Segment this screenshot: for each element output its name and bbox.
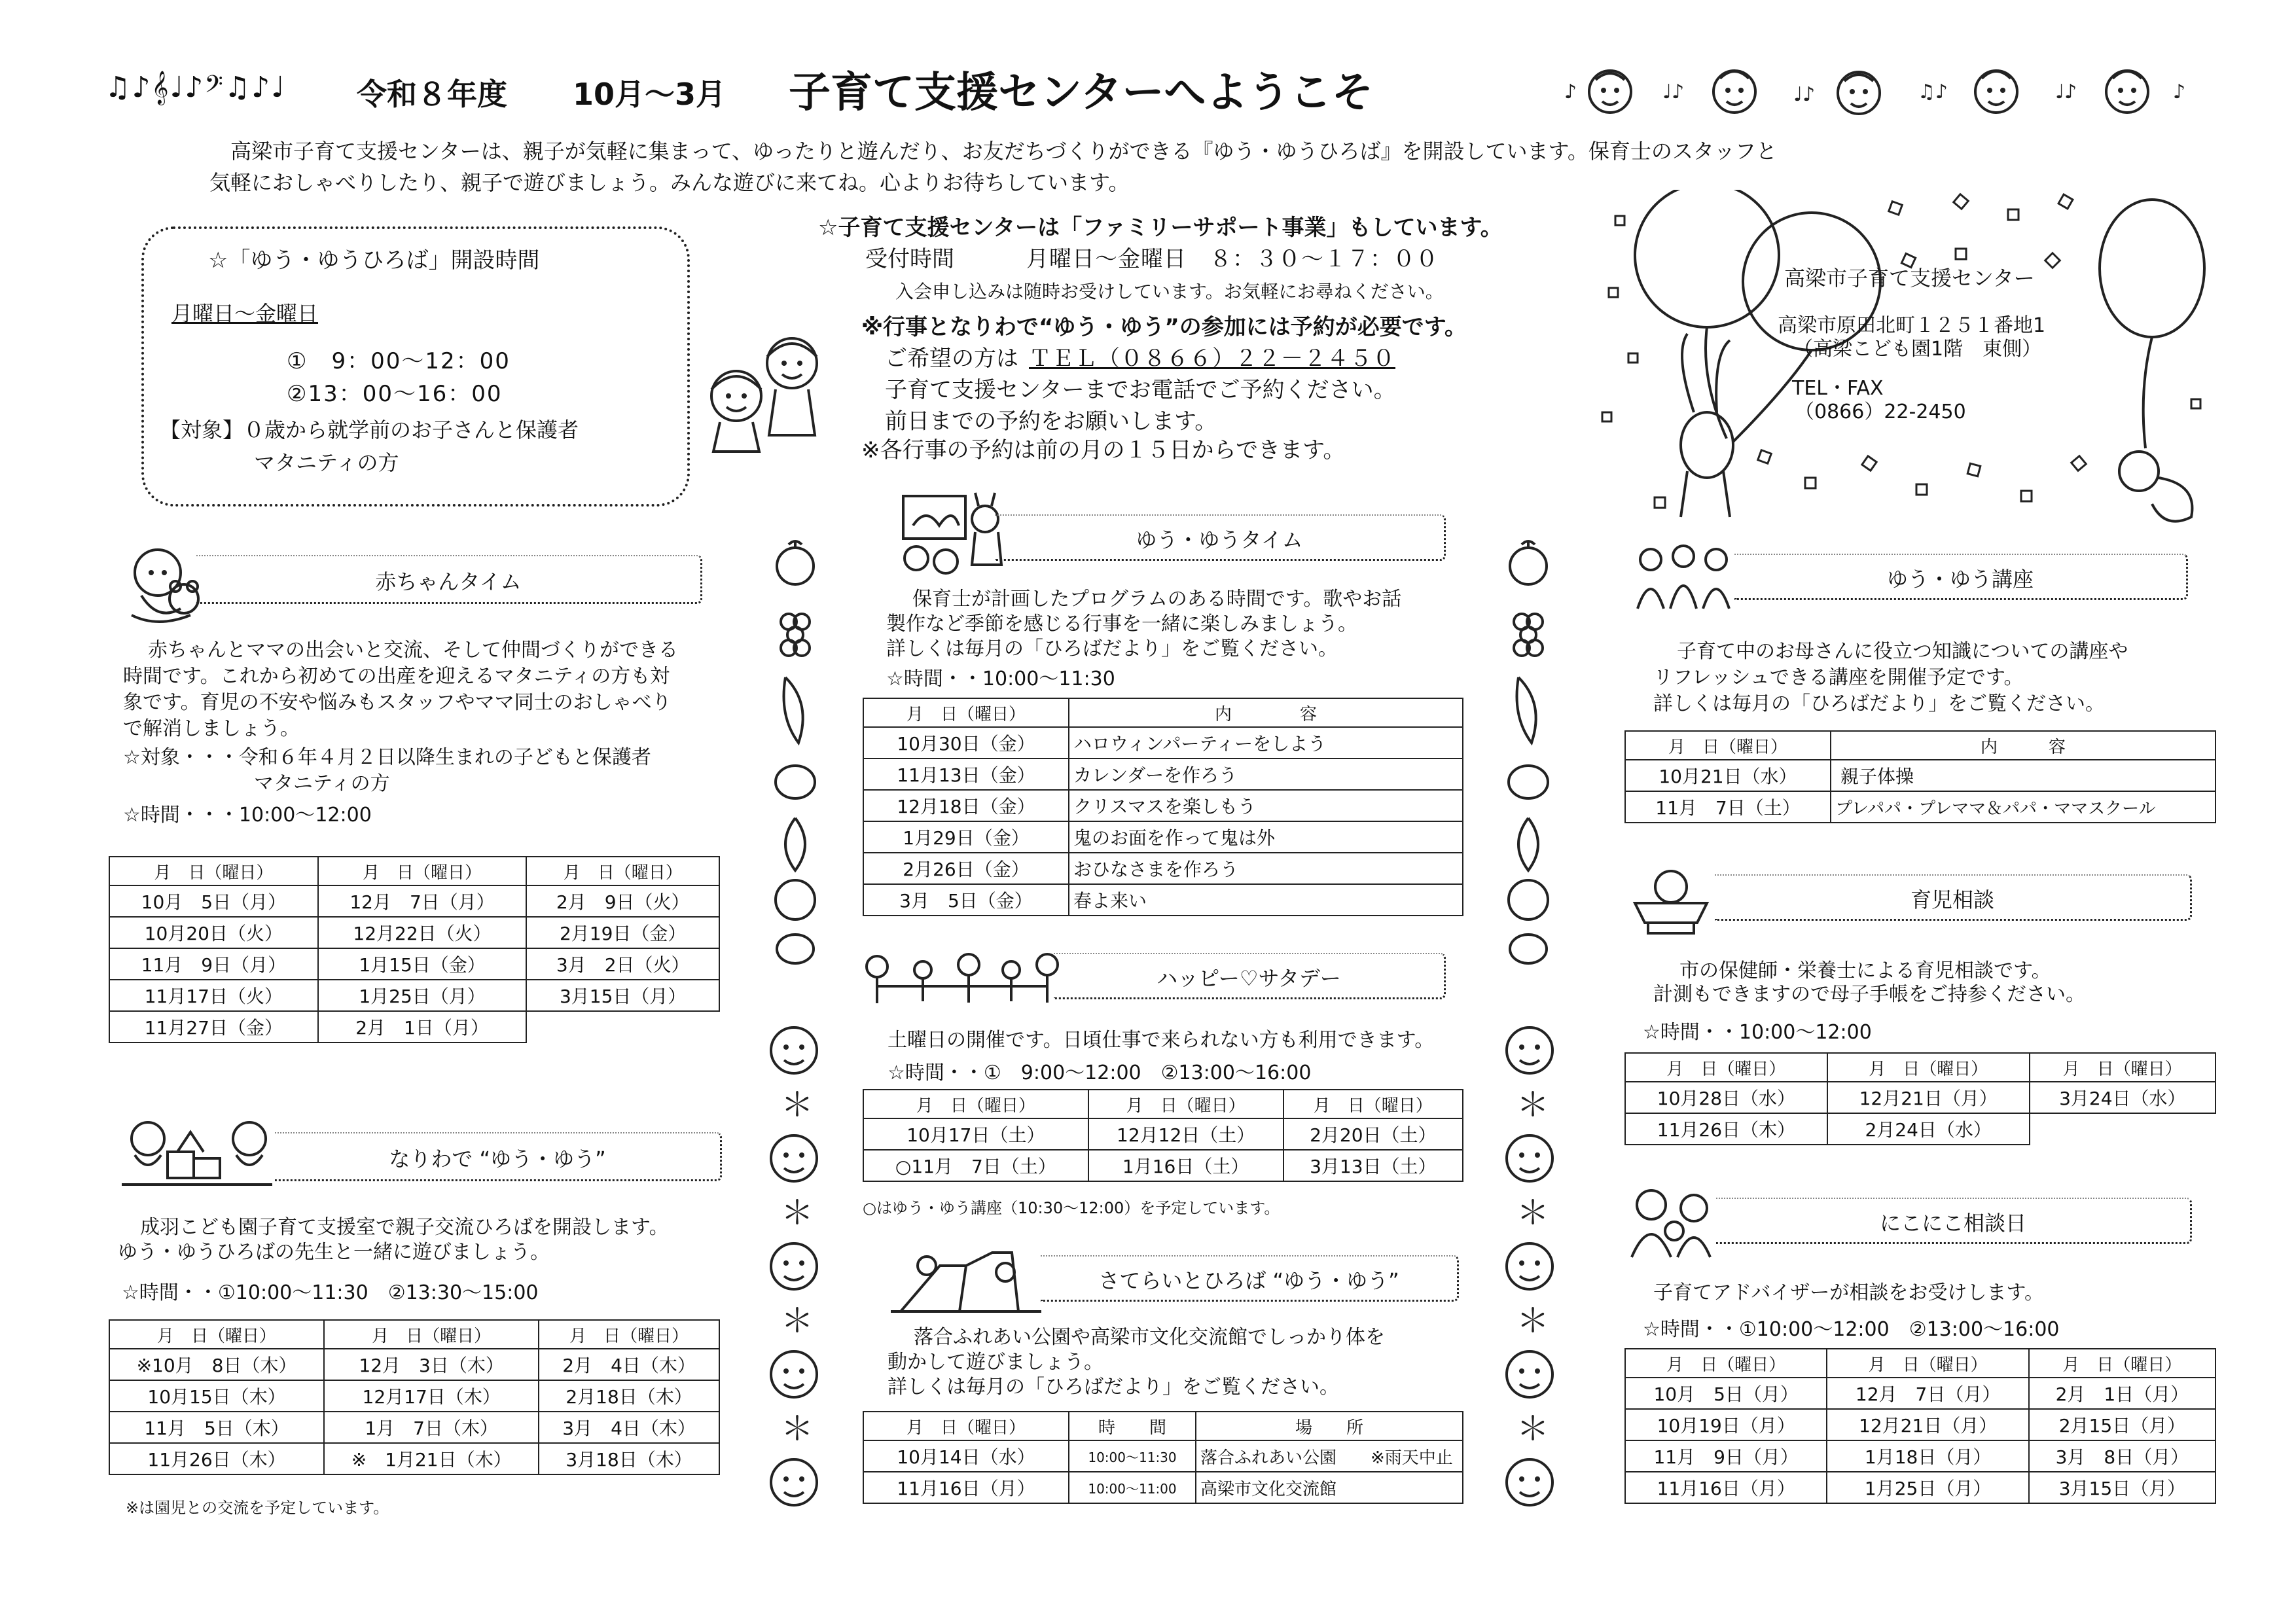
satellite-title: さてらいとひろば “ゆう・ゆう” xyxy=(1098,1268,1399,1293)
reception-value: 月曜日～金曜日 ８：３０～１７：００ xyxy=(1026,246,1439,272)
date-cell: 2月24日（水） xyxy=(1827,1113,2030,1145)
table-row xyxy=(1625,1409,2215,1440)
date-cell: 11月13日（金） xyxy=(863,758,1069,790)
table-row xyxy=(1625,760,2215,791)
open-hours-title: ☆「ゆう・ゆうひろば」開設時間 xyxy=(208,247,540,274)
place-cell: 高梁市文化交流館 xyxy=(1196,1472,1463,1503)
table-header: 内 容 xyxy=(1831,731,2215,760)
family-support-note: 入会申し込みは随時お受けしています。お気軽にお尋ねください。 xyxy=(895,281,1444,302)
date-cell: 3月13日（土） xyxy=(1283,1150,1463,1181)
table-row xyxy=(109,980,719,1011)
table-header: 月 日（曜日） xyxy=(1283,1090,1463,1118)
table-header: 時 間 xyxy=(1069,1412,1196,1440)
content-cell: 鬼のお面を作って鬼は外 xyxy=(1069,821,1463,853)
svg-text:＊: ＊ xyxy=(781,1194,814,1232)
svg-text:＊: ＊ xyxy=(1516,1086,1549,1124)
table-header: 月 日（曜日） xyxy=(324,1320,539,1349)
table-header: 月 日（曜日） xyxy=(1088,1090,1283,1118)
happy-time: ☆時間・・① 9:00～12:00 ②13:00～16:00 xyxy=(888,1061,1312,1084)
baby-time-table xyxy=(109,856,720,1043)
nariwa-table xyxy=(109,1319,720,1475)
table-header: 月 日（曜日） xyxy=(1625,1349,1827,1378)
center-name: 高梁市子育て支援センター xyxy=(1784,266,2035,291)
advisor-consultation-icon xyxy=(1622,1182,1720,1260)
date-cell: 12月 7日（月） xyxy=(1827,1378,2028,1409)
baby-time-hours: ☆時間・・・10:00～12:00 xyxy=(123,804,372,827)
svg-text:♩♪: ♩♪ xyxy=(1662,80,1685,103)
date-cell: 2月15日（月） xyxy=(2029,1409,2215,1440)
open-target-2: マタニティの方 xyxy=(254,450,399,475)
niko-header xyxy=(1716,1198,2192,1244)
date-cell xyxy=(2030,1113,2215,1145)
svg-text:♪: ♪ xyxy=(2173,80,2186,103)
table-header: 月 日（曜日） xyxy=(1625,731,1831,760)
reserve-line-2: 子育て支援センターまでお電話でご予約ください。 xyxy=(885,377,1396,403)
yuyu-time-title: ゆう・ゆうタイム xyxy=(1136,527,1303,552)
table-row xyxy=(109,885,719,917)
svg-text:＊: ＊ xyxy=(1516,1302,1549,1340)
baby-time-header xyxy=(196,555,702,604)
content-cell: プレパパ・プレママ＆パパ・ママスクール xyxy=(1831,791,2215,823)
date-cell: 1月 7日（木） xyxy=(324,1412,539,1443)
date-cell: 11月 5日（木） xyxy=(109,1412,324,1443)
date-cell: 10月30日（金） xyxy=(863,727,1069,758)
nariwa-desc-1: 成羽こども園子育て支援室で親子交流ひろばを開設します。 xyxy=(140,1216,669,1239)
intro-line-2: 気軽におしゃべりしたり、親子で遊びましょう。みんな遊びに来てね。心よりお待ちしています。 xyxy=(209,170,1130,195)
happy-desc: 土曜日の開催です。日頃仕事で来られない方も利用できます。 xyxy=(888,1029,1435,1052)
date-cell: 3月 5日（金） xyxy=(863,884,1069,916)
face-column-right-icon xyxy=(1494,1021,1566,1558)
teacher-board-icon xyxy=(890,490,1008,575)
svg-text:＊: ＊ xyxy=(781,1086,814,1124)
ikuji-desc-1: 市の保健師・栄養士による育児相談です。 xyxy=(1679,959,2051,982)
date-cell: 3月 4日（木） xyxy=(539,1412,719,1443)
time-cell: 10:00～11:00 xyxy=(1069,1472,1196,1503)
nariwa-title: なりわで “ゆう・ゆう” xyxy=(389,1147,606,1171)
date-cell: 2月 1日（月） xyxy=(2029,1378,2215,1409)
baby-desc-2: 時間です。これから初めての出産を迎えるマタニティの方も対 xyxy=(123,665,670,688)
table-header: 月 日（曜日） xyxy=(863,1090,1088,1118)
table-row xyxy=(109,1349,719,1380)
open-days: 月曜日～金曜日 xyxy=(171,301,319,326)
date-cell: 12月17日（木） xyxy=(324,1380,539,1412)
table-header: 月 日（曜日） xyxy=(539,1320,719,1349)
table-row xyxy=(109,1412,719,1443)
table-header: 月 日（曜日） xyxy=(863,1412,1069,1440)
date-cell: 1月16日（土） xyxy=(1088,1150,1283,1181)
table-row xyxy=(1625,1082,2215,1113)
date-cell: 2月18日（木） xyxy=(539,1380,719,1412)
date-cell: 2月26日（金） xyxy=(863,853,1069,884)
date-cell: 3月18日（木） xyxy=(539,1443,719,1474)
face-column-left-icon xyxy=(758,1021,830,1558)
family-holding-hands-icon xyxy=(857,950,1060,1016)
date-cell: 11月26日（木） xyxy=(1625,1113,1827,1145)
baby-target-2: マタニティの方 xyxy=(254,772,390,795)
date-cell: 1月29日（金） xyxy=(863,821,1069,853)
date-cell: 11月 7日（土） xyxy=(1625,791,1831,823)
ikuji-time: ☆時間・・10:00～12:00 xyxy=(1643,1021,1872,1044)
date-cell: 3月 2日（火） xyxy=(526,948,719,980)
date-cell: 10月 5日（月） xyxy=(1625,1378,1827,1409)
table-row xyxy=(863,790,1463,821)
family-support-title: ☆子育て支援センターは「ファミリーサポート事業」もしています。 xyxy=(818,215,1503,241)
ikuji-table xyxy=(1624,1052,2216,1145)
center-tel: （0866）22-2450 xyxy=(1795,401,1966,423)
table-row xyxy=(863,853,1463,884)
children-blocks-icon xyxy=(115,1113,279,1191)
table-row xyxy=(863,884,1463,916)
niko-title: にこにこ相談日 xyxy=(1879,1211,2026,1236)
date-cell: 2月19日（金） xyxy=(526,917,719,948)
reserve-tel[interactable]: ＴＥＬ（０８６６）２２－２４５０ xyxy=(1029,346,1395,372)
svg-text:♪: ♪ xyxy=(1564,80,1577,103)
table-row xyxy=(863,1440,1463,1472)
content-cell: クリスマスを楽しもう xyxy=(1069,790,1463,821)
ikuji-header xyxy=(1715,874,2192,921)
reception-label: 受付時間 xyxy=(865,246,954,272)
open-slot-1: ① 9：00～12：00 xyxy=(287,348,511,374)
niko-desc: 子育てアドバイザーが相談をお受けします。 xyxy=(1653,1281,2044,1304)
date-cell: 10月20日（火） xyxy=(109,917,318,948)
table-row xyxy=(1625,1113,2215,1145)
yuyu-desc-3: 詳しくは毎月の「ひろばだより」をご覧ください。 xyxy=(886,637,1338,660)
content-cell: 親子体操 xyxy=(1831,760,2215,791)
date-cell: 12月18日（金） xyxy=(863,790,1069,821)
table-row xyxy=(109,917,719,948)
center-tel-label: TEL・FAX xyxy=(1792,377,1884,400)
content-cell: おひなさまを作ろう xyxy=(1069,853,1463,884)
satellite-desc-3: 詳しくは毎月の「ひろばだより」をご覧ください。 xyxy=(888,1376,1339,1399)
nariwa-footnote: ※は園児との交流を予定しています。 xyxy=(126,1499,389,1517)
satellite-desc-1: 落合ふれあい公園や高梁市文化交流館でしっかり体を xyxy=(914,1326,1385,1349)
koza-desc-3: 詳しくは毎月の「ひろばだより」をご覧ください。 xyxy=(1653,692,2105,715)
reserve-line-4: ※各行事の予約は前の月の１５日からできます。 xyxy=(861,437,1346,463)
date-cell: 10月17日（土） xyxy=(863,1118,1088,1150)
date-cell: 11月 9日（月） xyxy=(109,948,318,980)
date-cell: 10月21日（水） xyxy=(1625,760,1831,791)
table-row xyxy=(1625,1472,2215,1503)
baby-desc-1: 赤ちゃんとママの出会いと交流、そして仲間づくりができる xyxy=(148,639,678,662)
baby-with-bear-icon xyxy=(122,543,207,628)
svg-text:＊: ＊ xyxy=(1516,1194,1549,1232)
table-row xyxy=(863,1118,1463,1150)
table-header: 内 容 xyxy=(1069,698,1463,727)
date-cell: 3月24日（水） xyxy=(2030,1082,2215,1113)
date-cell: 11月17日（火） xyxy=(109,980,318,1011)
yuyu-time-header xyxy=(995,514,1446,561)
table-row xyxy=(1625,1378,2215,1409)
satellite-header xyxy=(1041,1255,1459,1302)
date-cell: 3月15日（月） xyxy=(2029,1472,2215,1503)
date-cell: 1月18日（月） xyxy=(1827,1440,2028,1472)
yuyu-desc-2: 製作など季節を感じる行事を一緒に楽しみましょう。 xyxy=(886,613,1357,635)
period-label: 10月～3月 xyxy=(573,77,726,112)
open-slot-2: ②13：00～16：00 xyxy=(287,381,503,407)
table-row xyxy=(1625,1440,2215,1472)
baby-desc-3: 象です。育児の不安や悩みもスタッフやママ同士のおしゃべり xyxy=(123,691,672,714)
date-cell: 11月 9日（月） xyxy=(1625,1440,1827,1472)
satellite-desc-2: 動かして遊びましょう。 xyxy=(888,1351,1103,1374)
kids-faces-header-icon xyxy=(1551,52,2219,137)
reserve-line-3: 前日までの予約をお願いします。 xyxy=(885,408,1217,435)
yuyu-desc-1: 保育士が計画したプログラムのある時間です。歌やお話 xyxy=(912,588,1402,611)
mothers-lecture-icon xyxy=(1624,543,1736,615)
table-row xyxy=(109,1443,719,1474)
svg-text:＊: ＊ xyxy=(1516,1410,1549,1448)
table-header: 月 日（曜日） xyxy=(2029,1349,2215,1378)
svg-text:♩♪: ♩♪ xyxy=(2055,80,2077,103)
children-playing-icon xyxy=(694,327,838,458)
yuyu-time-hours: ☆時間・・10:00～11:30 xyxy=(886,668,1115,690)
svg-text:♫♪: ♫♪ xyxy=(1918,80,1948,103)
date-cell: ※ 1月21日（木） xyxy=(324,1443,539,1474)
date-cell: 10月15日（木） xyxy=(109,1380,324,1412)
koza-desc-1: 子育て中のお母さんに役立つ知識についての講座や xyxy=(1677,640,2128,663)
table-row xyxy=(863,758,1463,790)
koza-table xyxy=(1624,730,2216,823)
date-cell xyxy=(526,1011,719,1043)
table-row xyxy=(1625,791,2215,823)
table-header: 月 日（曜日） xyxy=(2030,1053,2215,1082)
niko-time: ☆時間・・①10:00～12:00 ②13:00～16:00 xyxy=(1643,1318,2060,1341)
table-header: 場 所 xyxy=(1196,1412,1463,1440)
date-cell: 10月14日（水） xyxy=(863,1440,1069,1472)
ikuji-desc-2: 計測もできますので母子手帳をご持参ください。 xyxy=(1653,983,2085,1006)
baby-time-title: 赤ちゃんタイム xyxy=(375,569,522,594)
satellite-table xyxy=(863,1411,1463,1504)
table-header: 月 日（曜日） xyxy=(1625,1053,1827,1082)
music-notes-decoration: ♫♪𝄞♩♪𝄢♫♪♩ xyxy=(105,71,286,104)
date-cell: 2月20日（土） xyxy=(1283,1118,1463,1150)
table-row xyxy=(109,1380,719,1412)
date-cell: 12月 3日（木） xyxy=(324,1349,539,1380)
fruit-column-right-icon xyxy=(1499,537,1558,969)
table-header: 月 日（曜日） xyxy=(863,698,1069,727)
date-cell: ○11月 7日（土） xyxy=(863,1150,1088,1181)
fruit-column-left-icon xyxy=(766,537,825,969)
happy-table xyxy=(863,1089,1463,1182)
happy-footnote: ○はゆう・ゆう講座（10:30～12:00）を予定しています。 xyxy=(863,1199,1280,1217)
baby-target-1: ☆対象・・・令和６年４月２日以降生まれの子どもと保護者 xyxy=(123,746,651,769)
intro-line-1: 高梁市子育て支援センターは、親子が気軽に集まって、ゆったりと遊んだり、お友だちづくりができる『ゆう・ゆうひろば』を開設しています。保育士のスタッフと xyxy=(230,139,1777,164)
content-cell: ハロウィンパーティーをしよう xyxy=(1069,727,1463,758)
date-cell: 12月12日（土） xyxy=(1088,1118,1283,1150)
center-address-2: （高梁こども園1階 東側） xyxy=(1793,338,2042,361)
nariwa-header xyxy=(275,1132,722,1181)
reserve-title: ※行事となりわで“ゆう・ゆう”の参加には予約が必要です。 xyxy=(861,314,1467,340)
content-cell: 春よ来い xyxy=(1069,884,1463,916)
playground-slide-icon xyxy=(888,1246,1045,1318)
koza-desc-2: リフレッシュできる講座を開催予定です。 xyxy=(1653,666,2024,689)
table-header: 月 日（曜日） xyxy=(318,857,527,885)
table-row xyxy=(863,727,1463,758)
date-cell: 2月 9日（火） xyxy=(526,885,719,917)
date-cell: 11月27日（金） xyxy=(109,1011,318,1043)
nariwa-desc-2: ゆう・ゆうひろばの先生と一緒に遊びましょう。 xyxy=(118,1241,550,1264)
open-target-1: 【対象】０歳から就学前のお子さんと保護者 xyxy=(160,418,579,442)
nariwa-time: ☆時間・・①10:00～11:30 ②13:30～15:00 xyxy=(122,1281,539,1304)
date-cell: 1月25日（月） xyxy=(1827,1472,2028,1503)
table-header: 月 日（曜日） xyxy=(1827,1053,2030,1082)
table-header: 月 日（曜日） xyxy=(109,857,318,885)
date-cell: 2月 1日（月） xyxy=(318,1011,527,1043)
date-cell: 11月16日（月） xyxy=(863,1472,1069,1503)
date-cell: 12月21日（月） xyxy=(1827,1082,2030,1113)
date-cell: 3月15日（月） xyxy=(526,980,719,1011)
time-cell: 10:00～11:30 xyxy=(1069,1440,1196,1472)
date-cell: 11月16日（月） xyxy=(1625,1472,1827,1503)
koza-header xyxy=(1734,554,2188,600)
date-cell: 11月26日（木） xyxy=(109,1443,324,1474)
table-row xyxy=(863,1472,1463,1503)
reserve-tel-prefix: ご希望の方は xyxy=(885,346,1018,372)
center-address-1: 高梁市原田北町１２５１番地1 xyxy=(1778,314,2046,337)
yuyu-time-table xyxy=(863,698,1463,916)
koza-title: ゆう・ゆう講座 xyxy=(1886,567,2034,592)
page-title: 子育て支援センターへようこそ xyxy=(789,69,1374,117)
table-row xyxy=(109,948,719,980)
baby-desc-4: で解消しましょう。 xyxy=(123,717,300,740)
date-cell: 3月 8日（月） xyxy=(2029,1440,2215,1472)
table-row xyxy=(863,821,1463,853)
date-cell: 1月25日（月） xyxy=(318,980,527,1011)
ikuji-title: 育児相談 xyxy=(1910,887,1994,912)
date-cell: 12月22日（火） xyxy=(318,917,527,948)
date-cell: ※10月 8日（木） xyxy=(109,1349,324,1380)
content-cell: カレンダーを作ろう xyxy=(1069,758,1463,790)
place-cell: 落合ふれあい公園 ※雨天中止 xyxy=(1196,1440,1463,1472)
table-row xyxy=(863,1150,1463,1181)
table-header: 月 日（曜日） xyxy=(109,1320,324,1349)
table-header: 月 日（曜日） xyxy=(526,857,719,885)
date-cell: 2月 4日（木） xyxy=(539,1349,719,1380)
date-cell: 10月19日（月） xyxy=(1625,1409,1827,1440)
date-cell: 10月 5日（月） xyxy=(109,885,318,917)
date-cell: 1月15日（金） xyxy=(318,948,527,980)
baby-scale-icon xyxy=(1622,864,1720,936)
happy-header xyxy=(1054,953,1446,999)
svg-text:♩♪: ♩♪ xyxy=(1793,83,1816,106)
date-cell: 12月 7日（月） xyxy=(318,885,527,917)
happy-title: ハッピー♡サタデー xyxy=(1157,966,1341,991)
svg-text:＊: ＊ xyxy=(781,1302,814,1340)
year-label: 令和８年度 xyxy=(357,77,507,112)
table-header: 月 日（曜日） xyxy=(1827,1349,2028,1378)
niko-table xyxy=(1624,1348,2216,1504)
table-row xyxy=(109,1011,719,1043)
date-cell: 10月28日（水） xyxy=(1625,1082,1827,1113)
svg-text:＊: ＊ xyxy=(781,1410,814,1448)
date-cell: 12月21日（月） xyxy=(1827,1409,2028,1440)
